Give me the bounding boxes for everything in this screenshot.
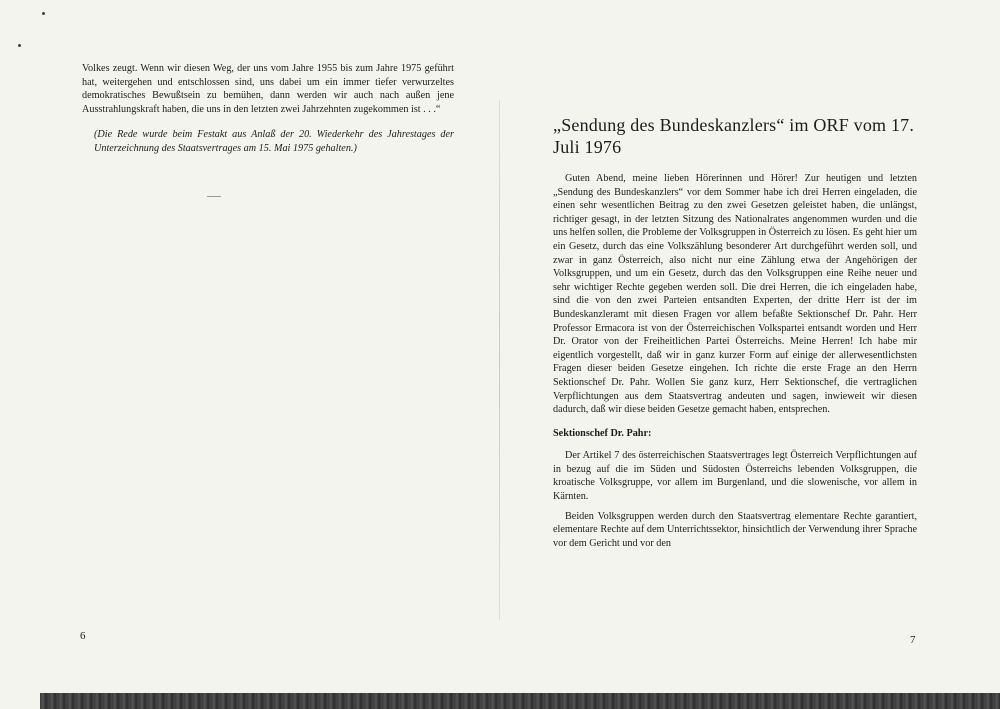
left-page [82, 62, 454, 156]
answer-paragraph-2: Beiden Volksgruppen werden durch den Staatsvertrag elementare Rechte garantiert, elementare Rechte auf dem Unterrichtssektor, hinsichtlich der Verwendung ihrer Sprache vor dem Gericht und vor den [553, 510, 917, 549]
page-number-left: 6 [80, 630, 86, 642]
speech-note: (Die Rede wurde beim Festakt aus Anlaß der 20. Wiederkehr des Jahrestages der Unterzeichnung des Staatsvertrages am 15. Mai 1975 gehalten.) [94, 129, 454, 154]
speaker-label: Sektionschef Dr. Pahr: [553, 427, 652, 439]
page-gutter [499, 100, 500, 620]
answer-paragraph-1: Der Artikel 7 des österreichischen Staatsvertrages legt Österreich Verpflichtungen auf in bezug auf die im Süden und Südosten Österreichs lebenden Volksgruppen, die kroatische Volksgruppe, vor allem im Burgenland, und die slowenische, vor allem in Kärnten. [553, 450, 917, 503]
section-title: „Sendung des Bundeskanzlers“ im ORF vom 17. Juli 1976 [553, 115, 915, 157]
left-paragraph: Volkes zeugt. Wenn wir diesen Weg, der uns vom Jahre 1955 bis zum Jahre 1975 geführt hat, weitergehen und entschlossen sind, uns dabei um ein immer tiefer verwurzeltes demokratisches Bewußtsein zu bemühen, dann werden wir auch nach außen jene Ausstrahlungskraft haben, die uns in den letzten zwei Jahrzehnten zugekommen ist . . .“ [82, 63, 454, 115]
scan-edge-shadow [40, 693, 1000, 709]
dash-mark [207, 196, 221, 197]
scan-speck [18, 44, 21, 47]
scan-speck [42, 12, 45, 15]
intro-paragraph: Guten Abend, meine lieben Hörerinnen und Hörer! Zur heutigen und letzten „Sendung des Bundeskanzlers“ vor dem Sommer habe ich drei Herren eingeladen, die einen sehr wesentlichen Beitrag zu den zwei Gesetzen geleistet haben, die unlängst, richtiger gesagt, in der letzten Sitzung des Nationalrates angenommen wurden und die uns helfen sollen, die Probleme der Volksgruppen in Österreich zu lösen. Es geht hier um ein Gesetz, durch das eine Volkszählung besonderer Art durchgeführt werden soll, und zwar in ganz Österreich, also nicht nur eine Zählung etwa der Angehörigen der Volksgruppen, und um ein Gesetz, durch das den Volksgruppen eine Reihe neuer und sehr wichtiger Rechte gegeben werden soll. Die drei Herren, die ich eingeladen habe, sind die von den zwei Parteien entsandten Experten, der dritte Herr ist der im Bundeskanzleramt mit diesen Fragen vor allem befaßte Sektionschef Dr. Pahr. Herr Professor Ermacora ist von der Österreichischen Volkspartei entsandt worden und Herr Dr. Orator von der Freiheitlichen Partei Österreichs. Meine Herren! Ich habe mir eigentlich vorgestellt, daß wir in ganz kurzer Form auf einige der allerwesentlichsten Fragen dieser beiden Gesetze eingehen. Ich richte die erste Frage an den Herrn Sektionschef Dr. Pahr. Wollen Sie ganz kurz, Herr Sektionschef, die vertraglichen Verpflichtungen aus dem Staatsvertrag andeuten und sagen, inwieweit wir diesen dadurch, daß wir diese beiden Gesetze gemacht haben, entsprechen. [553, 173, 917, 416]
right-page [553, 114, 917, 550]
page-number-right: 7 [910, 634, 916, 646]
